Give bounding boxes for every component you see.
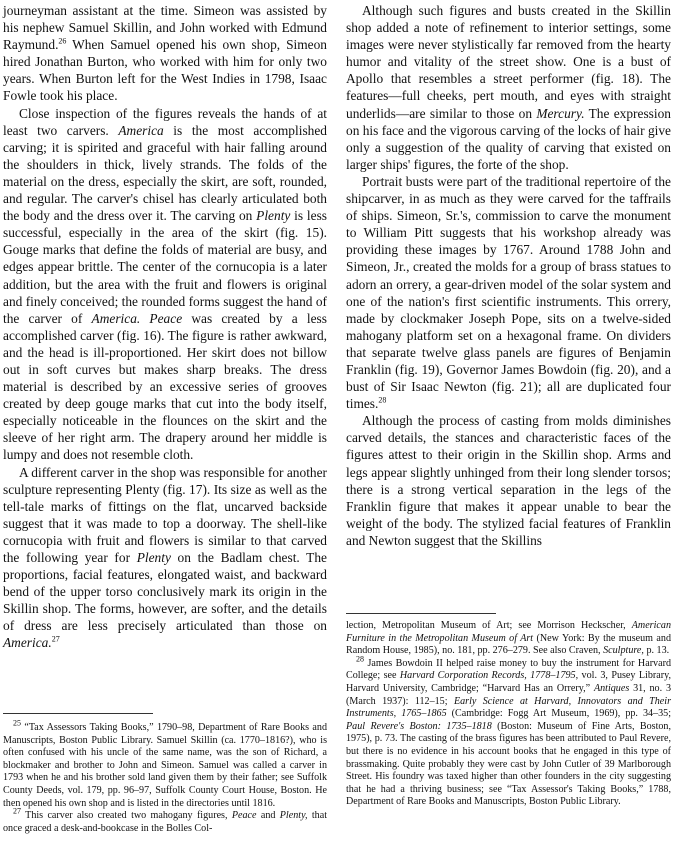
text-run: journeyman assistant at the time. Simeon was assisted by his nephew Samuel Skillin, and John worked with Edmund Raymund. — [3, 3, 327, 53]
footnote-rule — [346, 613, 496, 614]
text-run: (Cambridge: Fogg Art Museum, 1969), pp. 34–35; — [446, 708, 671, 720]
text-run: Paul Revere's Boston: 1735–1818 — [346, 720, 492, 732]
paragraph — [346, 2, 671, 173]
paragraph — [3, 2, 327, 105]
text-run: on the Badlam chest. The proportions, facial features, elongated waist, and backward bend of the upper torso conclusively mark its origin in the Skillin shop. The forms, however, are softer, and the details of dress are less precisely articulated than those on — [3, 550, 328, 634]
paragraph — [346, 412, 671, 549]
text-run: (Boston: Museum of Fine Arts, Boston, 1975), p. 73. The casting of the brass figures has been attributed to Paul Revere, but there is no evidence in his account books that he engaged in this type of brassmaking. Quite probably they were cast by John Cutler of 39 Marlborough Street. His foundry was taxed higher than other founders in the city suggesting that he had a thriving business; see “Tax Assessor's Taking Books,” 1788, Department of Rare Books and Manuscripts, Boston Public Library. — [346, 720, 671, 808]
text-run: A different carver in the shop was responsible for another sculpture representing Plenty (fig. 17). Its size as well as the tell-tale marks of fittings on the flat, uncarved backside suggest that it was made to top a doorway. The shell-like cornucopia with fruit and flowers is similar to that carved the following year for — [3, 464, 328, 565]
text-run: Early Science at Harvard, Innovators and Their Instruments, 1765–1865 — [346, 695, 672, 720]
right-text-column — [346, 2, 671, 549]
text-run: and — [256, 810, 280, 822]
text-run: Although such figures and busts created in the Skillin shop added a note of refinement to interior settings, some images were never stylistically far removed from the hearty humor and vitality of the street show. One is a bust of Apollo that resembles a street performer (fig. 18). The features—full cheeks, pert mouth, and eyes with straight underlids—are similar to those on — [346, 3, 671, 121]
paragraph — [346, 620, 671, 658]
right-footnotes — [346, 613, 671, 809]
text-run: Plenty — [256, 208, 291, 224]
note-reference: 28 — [356, 654, 364, 664]
text-run: James Bowdoin II helped raise money to buy the instrument for Harvard College; see — [346, 657, 671, 682]
text-run: Plenty, — [279, 810, 308, 822]
text-run: Harvard Corporation Records, 1778–1795, — [399, 670, 579, 682]
note-reference: 25 — [13, 718, 21, 728]
text-run: “Tax Assessors Taking Books,” 1790–98, Department of Rare Books and Manuscripts, Boston Public Library. Samuel Skillin (ca. 1770–1816?), who is often confused with his uncle of the same name, was the son of Richard, a blockmaker and brother to John and Simeon. Samuel was called a carver in 1793 when he and his brother sold land given them by their father; see Suffolk County Deeds, vol. 179, pp. 96–97, Suffolk County Court House, Boston. He then opened his own shop and is listed in the directories until 1816. — [3, 722, 327, 809]
text-run: vol. 3, Pusey Library, Harvard University, Cambridge; “Harvard Has an Orrery,” — [346, 670, 671, 694]
text-run: Plenty — [136, 550, 171, 565]
text-run: p. 13. — [643, 645, 670, 657]
text-run: 31, no. 3 (March 1937): 112–15; — [346, 682, 671, 707]
paragraph — [3, 105, 327, 464]
note-reference: 27 — [51, 635, 60, 644]
text-run: is the most accomplished carving; it is spirited and graceful with hair falling around the shoulders in thick, lively strands. The folds of the material on the dress, especially the skirt, are soft, rounded, and regular. The carver's chisel has clearly articulated both the body and the dress over it. The carving on — [3, 122, 327, 224]
text-run: Close inspection of the figures reveals the hands of at least two carvers. — [3, 105, 327, 138]
note-reference: 26 — [58, 36, 67, 46]
text-run: Antiques — [593, 682, 630, 694]
paragraph — [3, 806, 327, 835]
note-reference: 28 — [378, 395, 387, 405]
right-footnote-list — [346, 620, 671, 809]
text-run: (New York: By the museum and Random House, 1985), no. 181, pp. 276–279. See also Craven, — [346, 632, 671, 657]
footnote-rule — [3, 713, 153, 714]
text-run: Although the process of casting from molds diminishes carved details, the stances and characteristic faces of the figures attest to their origin in the Skillin shop. Arms and legs appear slightly unhinged from their long slender torsos; there is a strong vertical separation in the legs of the Franklin figure that makes it appear unable to bear the weight of the body. The stylized facial features of Franklin and Newton suggest that the Skillins — [346, 413, 671, 548]
text-run: America. Peace — [91, 310, 183, 326]
text-run: This carver also created two mahogany figures, — [21, 810, 232, 822]
text-run: The expression on his face and the vigorous carving of the locks of hair give only a suggestion of the quality of carving that existed on larger ships' figures, the forte of the shop. — [346, 105, 671, 172]
left-text-column — [3, 2, 327, 652]
text-run: Portrait busts were part of the traditional repertoire of the shipcarver, in as much as they were carved for the taffrails of ships. Simeon, Sr.'s, commission to carve the monument to William Pitt suggests that his workshop already was providing these images by 1767. Around 1788 John and Simeon, Jr., created the molds for a group of brass statues to adorn an orrery, a gear-driven model of the solar system and one of the nation's first scientific instruments. This orrery, made by clockmaker Joseph Pope, sits on a twelve-sided mahogany platform set on a hexagonal frame. On dividers that separate twelve glass panels are figures of Benjamin Franklin (fig. 19), Governor James Bowdoin (fig. 20), and a bust of Sir Isaac Newton (fig. 21); all are duplicated four times. — [346, 173, 671, 412]
paragraph — [346, 654, 672, 809]
text-run: Mercury. — [536, 105, 585, 121]
paragraph — [3, 464, 327, 652]
text-run: Sculpture, — [603, 645, 644, 657]
note-reference: 27 — [13, 806, 21, 816]
left-footnote-list — [3, 718, 327, 835]
text-run: Peace — [231, 810, 257, 822]
text-run: was created by a less accomplished carver (fig. 16). The figure is rather awkward, and the head is ill-proportioned. Her skirt does not billow out in soft curves but makes sharp breaks. The dress material is described by an excessive series of grooves created by deep gouge marks that cut into the body itself, especially noticeable in the flounces on the skirt and the sleeve of her right arm. The drapery around her middle is lumpy and does not resemble cloth. — [3, 310, 327, 463]
text-run: American Furniture in the Metropolitan Museum of Art — [346, 620, 671, 644]
text-run: lection, Metropolitan Museum of Art; see Morrison Heckscher, — [346, 620, 632, 631]
text-run: America — [118, 122, 164, 138]
text-run: America. — [3, 635, 52, 651]
paragraph — [3, 718, 327, 810]
left-footnotes — [3, 713, 327, 835]
paragraph — [346, 173, 671, 412]
text-run: is less successful, especially in the area of the skirt (fig. 15). Gouge marks that define the folds of material are busy, and edges appear brittle. The center of the cornucopia is a later addition, but the area with the fruit and flowers is original and finely conceived; the rounded forms suggest the hand of the carver of — [3, 208, 327, 326]
text-run: When Samuel opened his own shop, Simeon hired Jonathan Burton, who worked with him for only two years. When Burton left for the West Indies in 1798, Isaac Fowle took his place. — [3, 37, 327, 104]
text-run: that once graced a desk-and-bookcase in the Bolles Col- — [3, 810, 327, 834]
